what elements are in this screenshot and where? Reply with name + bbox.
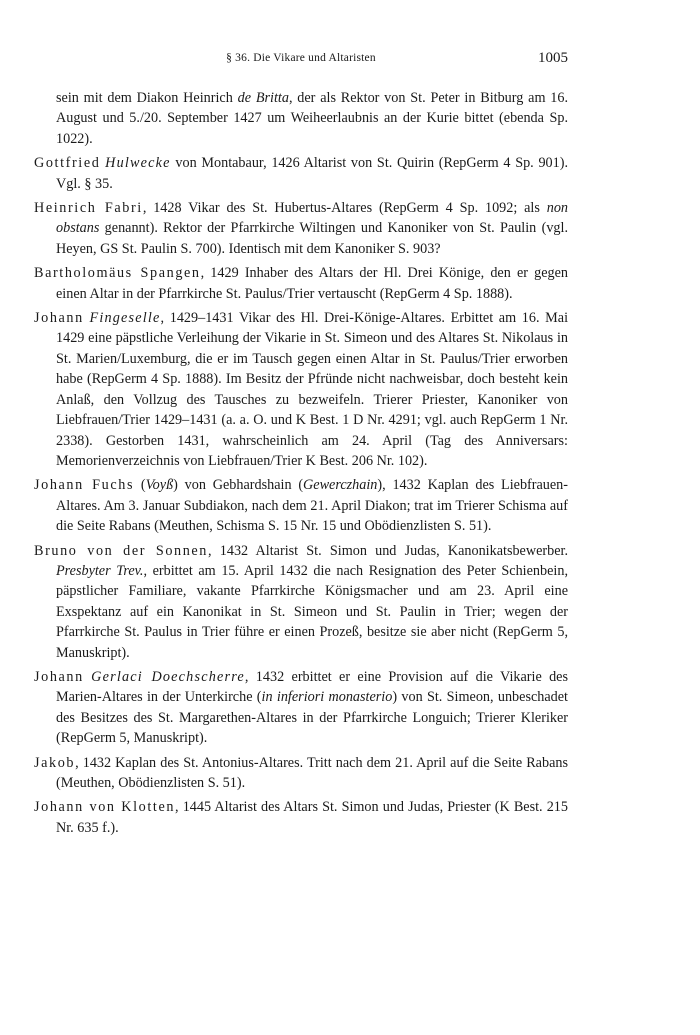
entry-johann-fingeselle — [34, 308, 568, 471]
entry-name: Johann — [34, 668, 84, 685]
entry-text: ( — [134, 477, 146, 494]
running-title: § 36. Die Vikare und Altaristen — [226, 52, 376, 64]
entry-name: Bruno von der Sonnen — [34, 542, 209, 559]
entry-jakob — [34, 753, 568, 794]
entry-text: von Montabaur, 1426 Altarist von St. Quirin (RepGerm 4 Sp. 901). Vgl. § 35. — [56, 155, 568, 192]
entry-bruno — [34, 541, 568, 663]
entry-text: ) von Gebhardshain ( — [173, 477, 304, 494]
entry-text: ) von St. Simeon, unbeschadet des Besitzes des St. Margarethen-Altares in der Pfarrkirche Longuich; Trierer Kleriker (RepGerm 5, Manuskript). — [56, 689, 568, 747]
entry-johann-fuchs — [34, 475, 568, 536]
page-number: 1005 — [538, 50, 568, 66]
entry-text: , der als Rektor von St. Peter in Bitburg am 16. August und 5./20. September 1427 um Weiheerlaubnis an der Kurie bittet (ebenda Sp. 1022). — [56, 90, 569, 147]
entry-text: , erbittet am 15. April 1432 die nach Resignation des Peter Schienbein, päpstlicher Familiare, vakante Pfarrkirche Königsmacher und am 23. April eine Exspektanz auf ein Kanonikat in St. Simeon und St. Paulin in Trier; wegen der Pfarrkirche St. Paulus in Trier führe er einen Prozeß, besitze sie aber nicht (RepGerm 5, Manuskript). — [56, 562, 568, 661]
entry-name: Heinrich Fabri — [34, 200, 143, 217]
entry-text: , 1429–1431 Vikar des Hl. Drei-Könige-Altares. Erbittet am 16. Mai 1429 eine päpstliche Verleihung der Vikarie in St. Simeon und des Altares St. Nikolaus in St. Marien/Luxemburg, die er im Tausch gegen einen Altar in St. Paulus/Trier erworben habe (RepGerm 4 Sp. 1888). Im Besitz der Pfründe nicht nachweisbar, doch besteht kein Anlaß, den Vollzug des Tausches zu bezweifeln. Trierer Priester, Kanoniker von Liebfrauen/Trier 1429–1431 (a. a. O. und K Best. 1 D Nr. 4291; vgl. auch RepGerm 1 Nr. 2338). Gestorben 1431, wahrscheinlich am 24. April (Tag des Anniversars: Memorienverzeichnis von Liebfrauen/Trier K Best. 206 Nr. 102). — [56, 310, 569, 469]
entry-text: , 1429 Inhaber des Altars der Hl. Drei Könige, den er gegen einen Altar in der Pfarrkirche St. Paulus/Trier vertauscht (RepGerm 4 Sp. 1888). — [56, 265, 568, 302]
entry-surname: Fingeselle — [89, 310, 161, 327]
entry-name: Johann — [34, 310, 84, 327]
entry-italic: de Britta — [237, 90, 289, 106]
entry-text: , 1432 Kaplan des St. Antonius-Altares. Tritt nach dem 21. April auf die Seite Rabans (Meuthen, Obödienzlisten S. 51). — [56, 754, 568, 791]
entry-gottfried — [34, 153, 568, 194]
entry-italic: Voyß — [145, 477, 174, 494]
entry-continuation — [34, 88, 568, 149]
text-body — [34, 88, 568, 842]
running-header — [34, 50, 568, 72]
entry-italic: Gewerczhain — [303, 477, 378, 494]
entry-text: genannt). Rektor der Pfarrkirche Wiltingen und Kanoniker von St. Paulin (vgl. Heyen, GS St. Paulin S. 700). Identisch mit dem Kanoniker S. 903? — [56, 220, 568, 257]
entry-surname: Gerlaci Doechscherre — [91, 668, 245, 685]
entry-italic: Presbyter Trev. — [56, 562, 144, 579]
entry-johann-klotten — [34, 797, 568, 838]
entry-text: sein mit dem Diakon Heinrich — [56, 90, 238, 106]
entry-text: , 1432 Altarist St. Simon und Judas, Kanonikatsbewerber. — [208, 542, 569, 559]
entry-surname: Hulwecke — [105, 155, 171, 172]
entry-bartholomaeus — [34, 263, 568, 304]
entry-name: Jakob — [34, 754, 76, 771]
entry-text: ), 1432 Kaplan des Liebfrauen-Altares. Am 3. Januar Subdiakon, nach dem 21. April Diakon; trat im Trierer Schisma auf die Seite Rabans (Meuthen, Schisma S. 15 Nr. 15 und Obödienzlisten S. 51). — [56, 477, 568, 535]
entry-johann-gerlaci — [34, 667, 568, 749]
entry-name: Bartholomäus Spangen — [34, 265, 201, 282]
entry-text: , 1428 Vikar des St. Hubertus-Altares (RepGerm 4 Sp. 1092; als — [142, 200, 547, 217]
entry-text: , 1432 erbittet er eine Provision auf die Vikarie des Marien-Altares in der Unterkirche ( — [56, 668, 569, 706]
entry-heinrich-fabri — [34, 198, 568, 259]
entry-italic: in inferiori monasterio — [261, 689, 393, 706]
entry-name: Gottfried — [34, 155, 101, 172]
entry-italic: non obstans — [56, 200, 568, 237]
entry-text: , 1445 Altarist des Altars St. Simon und Judas, Priester (K Best. 215 Nr. 635 f.). — [56, 799, 568, 836]
entry-name: Johann von Klotten — [34, 799, 176, 816]
entry-name: Johann Fuchs — [34, 477, 135, 494]
